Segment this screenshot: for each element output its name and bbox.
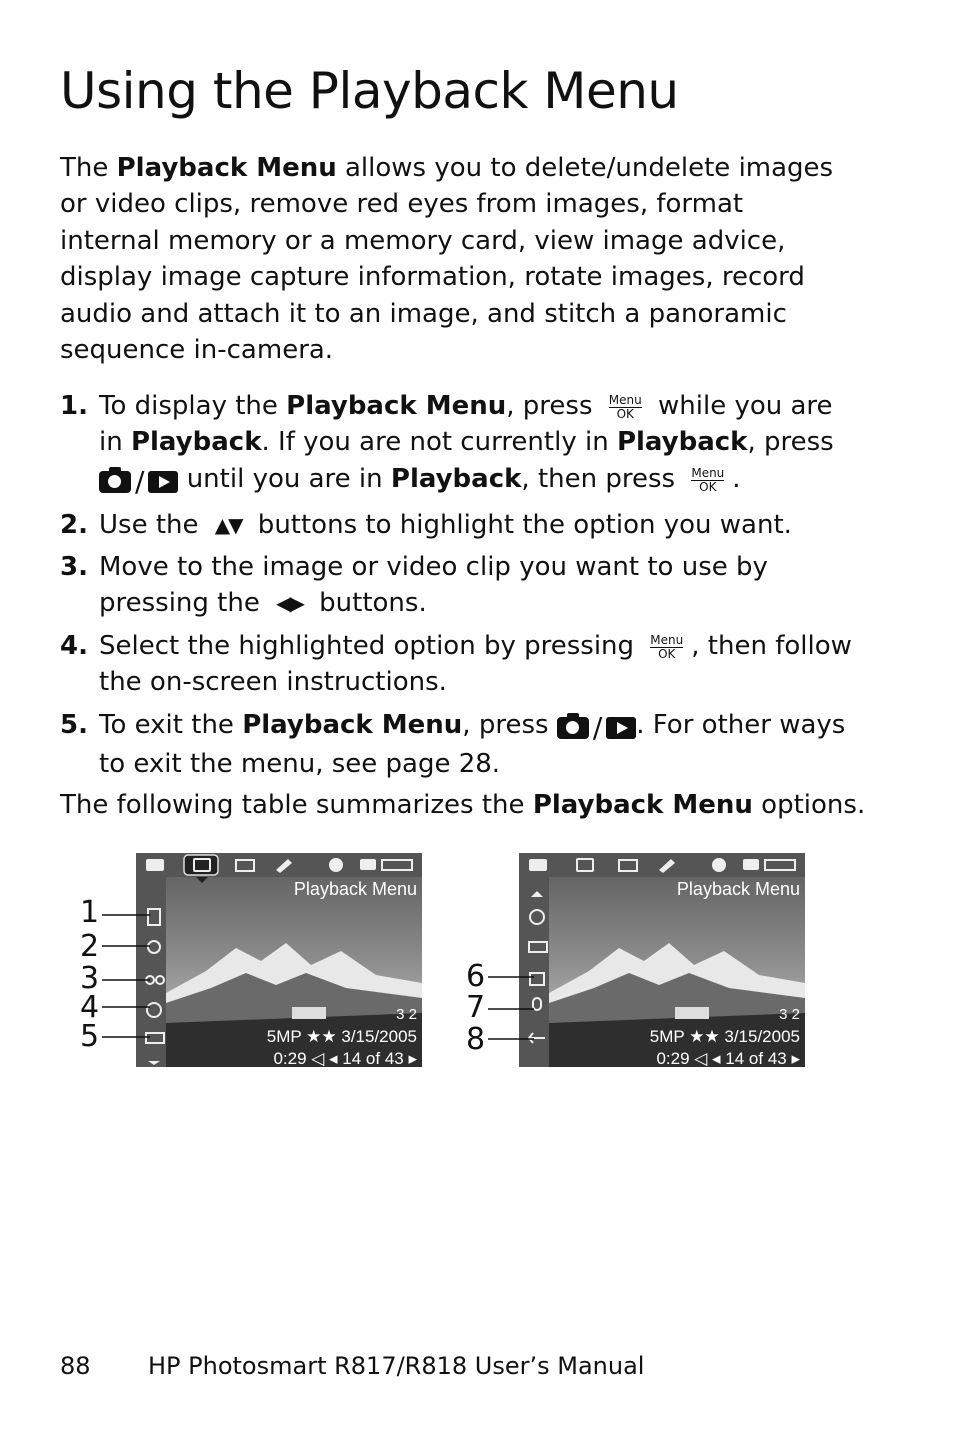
callout-8: 8 — [466, 1022, 486, 1057]
callout-4: 4 — [80, 990, 100, 1025]
step-4: 4. Select the highlighted option by pressing Menu OK , then follow the on-screen instructions. — [60, 630, 852, 698]
menu-ok-icon: Menu OK — [650, 632, 684, 661]
screen-status: 3 2 — [779, 1006, 800, 1023]
menu-ok-icon: Menu OK — [691, 465, 725, 494]
callout-3: 3 — [80, 961, 100, 996]
up-down-arrows-icon: ▲▼ — [214, 512, 242, 537]
callout-1: 1 — [80, 895, 100, 930]
page-number: 88 — [60, 1352, 91, 1380]
callout-5: 5 — [80, 1019, 100, 1054]
intro-paragraph: The Playback Menu allows you to delete/undelete images or video clips, remove red eyes from images, format internal memory or a memory card, view image advice, display image capture information, rotate images, record audio and attach it to an image, and stitch a panoramic sequence in-camera. — [60, 153, 834, 366]
step-2: 2. Use the ▲▼ buttons to highlight the option you want. — [60, 507, 860, 543]
step-1: 1. To display the Playback Menu, press Menu OK while you are in Playback. If you are not currently in Playback, press / until you are in Playback, then press Menu OK . — [60, 388, 860, 501]
screen-header: Playback Menu — [676, 879, 800, 899]
step-5: 5. To exit the Playback Menu, press / . For other ways to exit the menu, see page 28. — [60, 709, 846, 780]
screen-header: Playback Menu — [293, 879, 417, 899]
menu-ok-icon: Menu OK — [608, 393, 642, 421]
screen-status: 3 2 — [396, 1006, 417, 1023]
callout-6: 6 — [466, 959, 486, 994]
manual-title: HP Photosmart R817/R818 User’s Manual — [148, 1352, 645, 1380]
summary-sentence: The following table summarizes the Playback Menu options. — [60, 790, 866, 820]
left-right-arrows-icon: ◀▶ — [276, 591, 303, 616]
screen-info-line2: 0:29 ◁ ◂ 14 of 43 ▸ — [273, 1049, 417, 1067]
callout-2: 2 — [80, 929, 100, 964]
camera-playback-icon: / — [557, 710, 636, 747]
screen-info-line1: 5MP ★★ 3/15/2005 — [649, 1027, 800, 1046]
callout-7: 7 — [466, 990, 486, 1025]
screen-info-line1: 5MP ★★ 3/15/2005 — [266, 1027, 417, 1046]
page-title: Using the Playback Menu — [60, 62, 679, 120]
screen-info-line2: 0:29 ◁ ◂ 14 of 43 ▸ — [656, 1049, 800, 1067]
camera-playback-icon: / — [99, 464, 178, 501]
step-3: 3. Move to the image or video clip you want to use by pressing the ◀▶ buttons. — [60, 549, 860, 622]
